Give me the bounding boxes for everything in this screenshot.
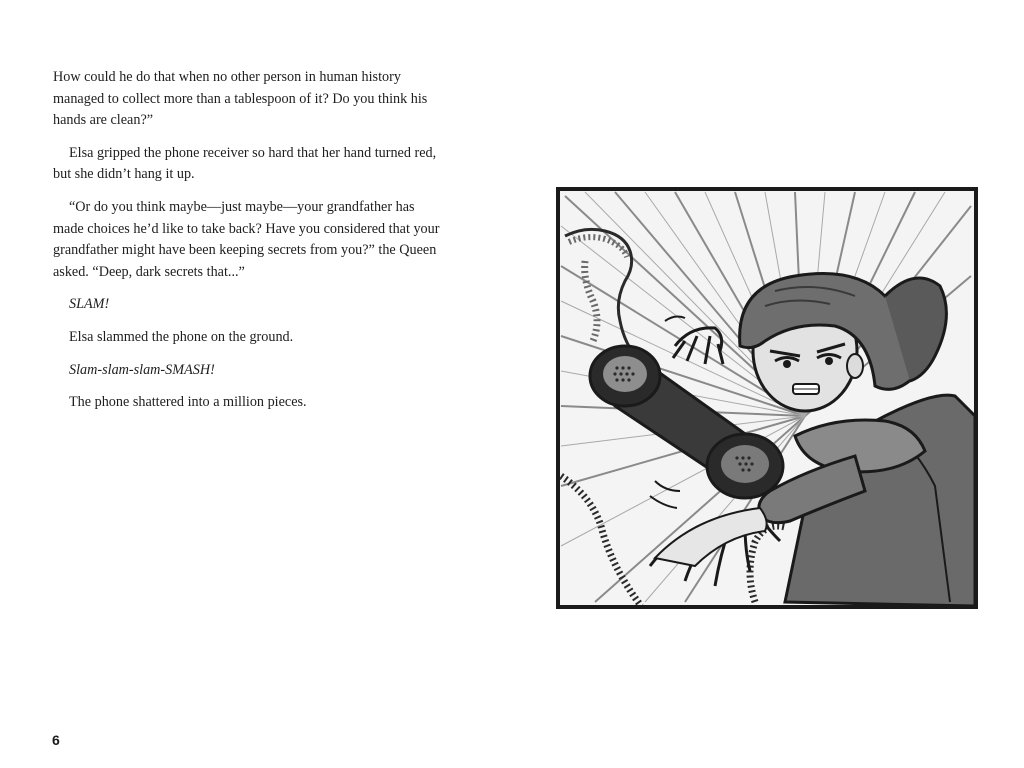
sound-effect: SLAM! [69, 296, 110, 313]
story-text [53, 67, 443, 425]
sound-effect: Slam-slam-slam-SMASH! [69, 361, 215, 378]
paragraph: Elsa gripped the phone receiver so hard that her hand turned red, but she didn’t hang it up. [53, 144, 437, 183]
paragraph: How could he do that when no other person in human history managed to collect more than a tablespoon of it? Do you think his hands are clean?” [53, 69, 428, 129]
paragraph: The phone shattered into a million pieces. [69, 394, 307, 411]
paragraph: Elsa slammed the phone on the ground. [69, 328, 294, 345]
paragraph: “Or do you think maybe—just maybe—your grandfather has made choices he’d like to take back? Have you considered that your grandfather might have been keeping secrets from you?” the Queen asked. “Deep, dark secrets that...” [53, 198, 440, 280]
page-number: 6 [52, 732, 60, 748]
comic-illustration [555, 186, 979, 610]
